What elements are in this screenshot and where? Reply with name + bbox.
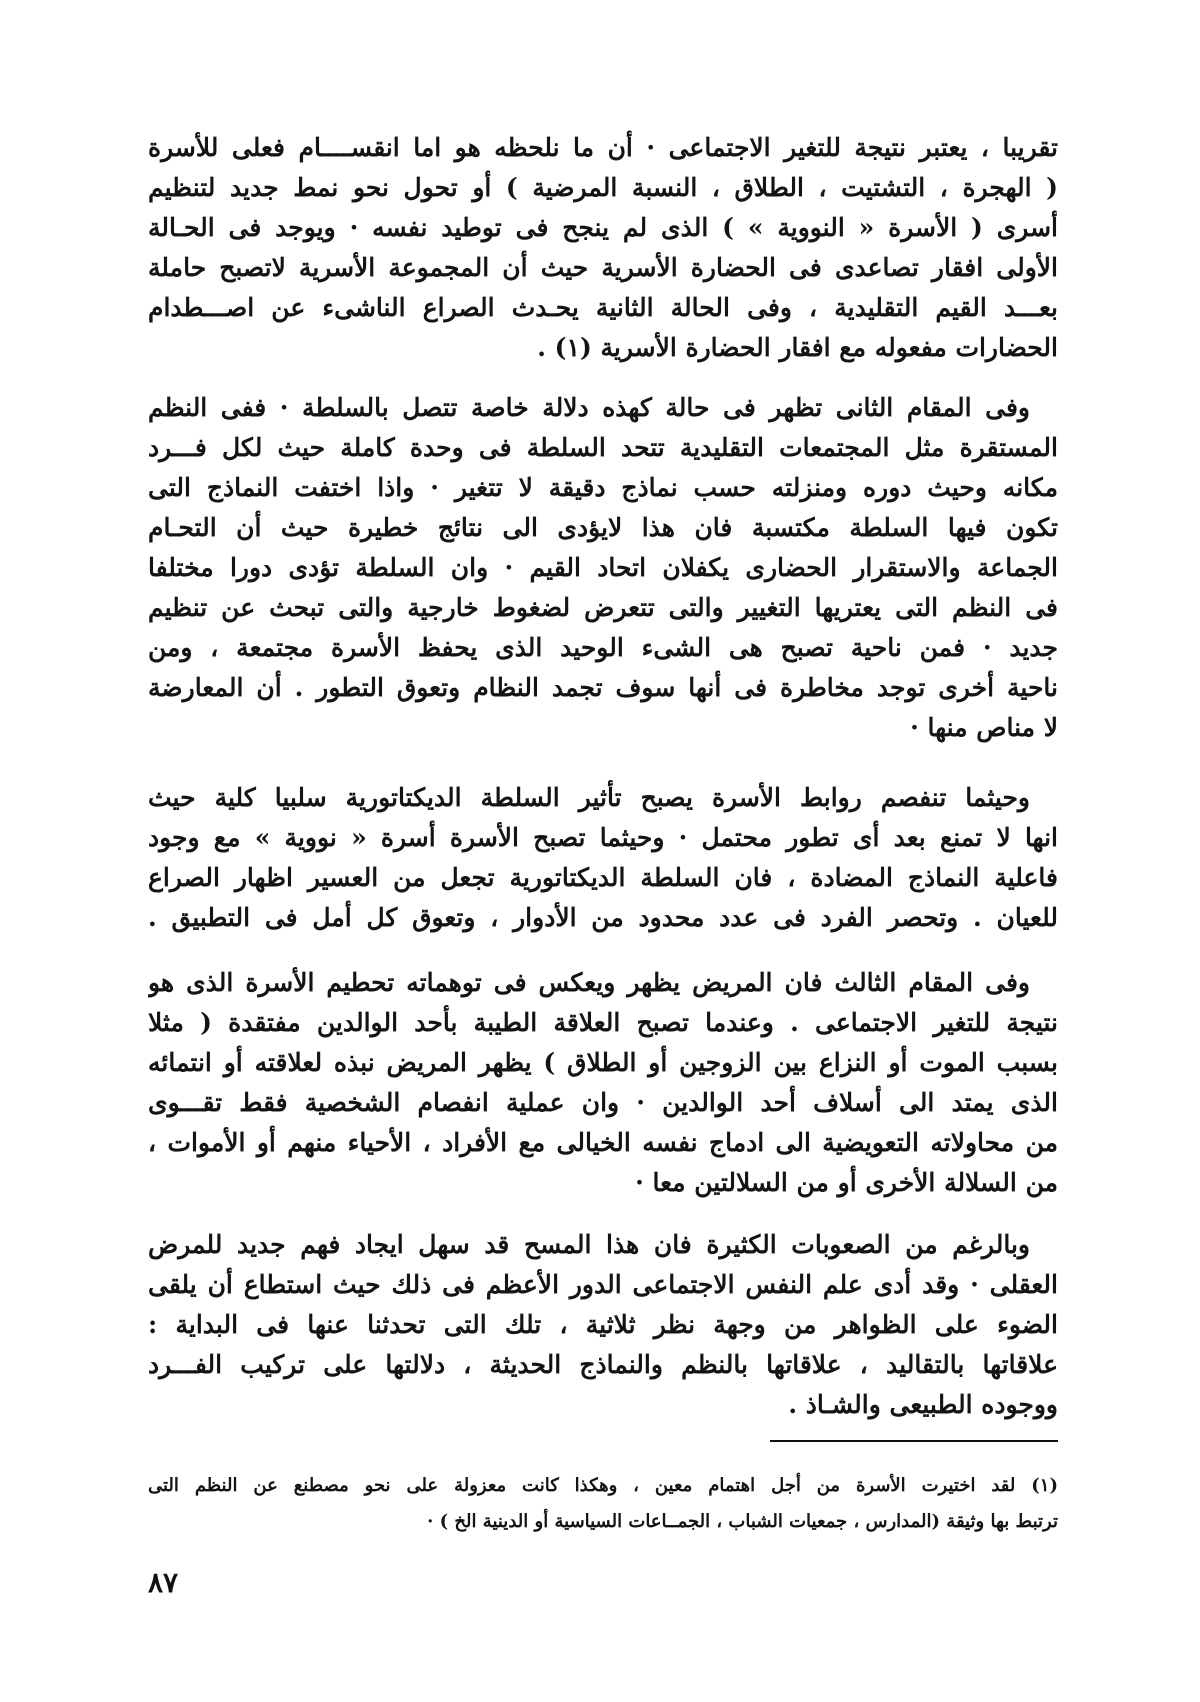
- text-line: جديد · فمن ناحية تصبح هى الشىء الوحيد الذى يحفظ الأسرة مجتمعة ، ومن: [148, 633, 1058, 662]
- footnote-line: ترتبط بها وثيقة (المدارس ، جمعيات الشباب ، الجمــاعات السياسية أو الدينية الخ ) ·: [427, 1511, 1058, 1532]
- text-line: المستقرة مثل المجتمعات التقليدية تتحد السلطة فى وحدة كاملة حيث لكل فـــرد: [148, 433, 1058, 462]
- text-line: أسرى ( الأسرة « النووية » ) الذى لم ينجح فى توطيد نفسه · ويوجد فى الحـالة: [148, 213, 1058, 242]
- text-line: الأولى افقار تصاعدى فى الحضارة الأسرية حيث أن المجموعة الأسرية لاتصبح حاملة: [148, 253, 1058, 282]
- text-line: العقلى · وقد أدى علم النفس الاجتماعى الدور الأعظم فى ذلك حيث استطاع أن يلقى: [148, 1270, 1058, 1299]
- text-line: تقريبا ، يعتبر نتيجة للتغير الاجتماعى · أن ما نلحظه هو اما انقســــام فعلى للأسرة: [148, 133, 1058, 162]
- text-line: بسبب الموت أو النزاع بين الزوجين أو الطلاق ) يظهر المريض نبذه لعلاقته أو انتمائه: [148, 1048, 1058, 1077]
- text-line: الذى يمتد الى أسلاف أحد الوالدين · وان عملية انفصام الشخصية فقط تقـــوى: [148, 1088, 1058, 1117]
- footnote-divider: [770, 1440, 1058, 1442]
- text-line: الضوء على الظواهر من وجهة نظر ثلاثية ، تلك التى تحدثنا عنها فى البداية :: [148, 1310, 1058, 1339]
- page-number: ٨٧: [148, 1566, 179, 1599]
- paragraph-1: [148, 128, 1058, 368]
- text-line: ( الهجرة ، التشتيت ، الطلاق ، النسبة المرضية ) أو تحول نحو نمط جديد لتنظيم: [148, 173, 1058, 202]
- text-line: انها لا تمنع بعد أى تطور محتمل · وحيثما تصبح الأسرة أسرة « نووية » مع وجود: [148, 823, 1058, 852]
- text-line: تكون فيها السلطة مكتسبة فان هذا لايؤدى الى نتائج خطيرة حيث أن التحـام: [148, 513, 1058, 542]
- text-line: بعـــد القيم التقليدية ، وفى الحالة الثانية يحـدث الصراع الناشىء عن اصـــطدام: [148, 293, 1058, 322]
- text-line: من محاولاته التعويضية الى ادماج نفسه الخيالى مع الأفراد ، الأحياء منهم أو الأموات ،: [148, 1128, 1058, 1157]
- paragraph-4: [148, 963, 1058, 1203]
- text-line: للعيان . وتحصر الفرد فى عدد محدود من الأدوار ، وتعوق كل أمل فى التطبيق .: [148, 903, 1058, 932]
- text-line: نتيجة للتغير الاجتماعى . وعندما تصبح العلاقة الطيبة بأحد الوالدين مفتقدة ( مثلا: [148, 1008, 1058, 1037]
- text-line: مكانه وحيث دوره ومنزلته حسب نماذج دقيقة لا تتغير · واذا اختفت النماذج التى: [148, 473, 1058, 502]
- text-line: وفى المقام الثالث فان المريض يظهر ويعكس فى توهماته تحطيم الأسرة الذى هو: [148, 968, 1030, 997]
- text-line: وحيثما تنفصم روابط الأسرة يصبح تأثير السلطة الديكتاتورية سلبيا كلية حيث: [148, 783, 1030, 812]
- paragraph-2: [148, 388, 1058, 748]
- text-line: فى النظم التى يعتريها التغيير والتى تتعرض لضغوط خارجية والتى تبحث عن تنظيم: [148, 593, 1058, 622]
- footnote: [148, 1468, 1058, 1540]
- text-line: من السلالة الأخرى أو من السلالتين معا ·: [635, 1168, 1058, 1197]
- text-line: الحضارات مفعوله مع افقار الحضارة الأسرية (١) .: [537, 333, 1058, 362]
- text-line: وفى المقام الثانى تظهر فى حالة كهذه دلالة خاصة تتصل بالسلطة · ففى النظم: [148, 393, 1030, 422]
- text-line: ناحية أخرى توجد مخاطرة فى أنها سوف تجمد النظام وتعوق التطور . أن المعارضة: [148, 673, 1058, 702]
- text-line: الجماعة والاستقرار الحضارى يكفلان اتحاد القيم · وان السلطة تؤدى دورا مختلفا: [148, 553, 1058, 582]
- text-line: فاعلية النماذج المضادة ، فان السلطة الديكتاتورية تجعل من العسير اظهار الصراع: [148, 863, 1058, 892]
- text-line: ووجوده الطبيعى والشـاذ .: [788, 1390, 1058, 1419]
- text-line: لا مناص منها ·: [910, 713, 1058, 742]
- text-line: علاقاتها بالتقاليد ، علاقاتها بالنظم والنماذج الحديثة ، دلالتها على تركيب الفـــرد: [148, 1350, 1058, 1379]
- text-line: وبالرغم من الصعوبات الكثيرة فان هذا المسح قد سهل ايجاد فهم جديد للمرض: [148, 1230, 1030, 1259]
- footnote-line: (١) لقد اختيرت الأسرة من أجل اهتمام معين ، وهكذا كانت معزولة على نحو مصطنع عن النظم التى: [148, 1475, 1058, 1496]
- paragraph-3: [148, 778, 1058, 938]
- paragraph-5: [148, 1225, 1058, 1425]
